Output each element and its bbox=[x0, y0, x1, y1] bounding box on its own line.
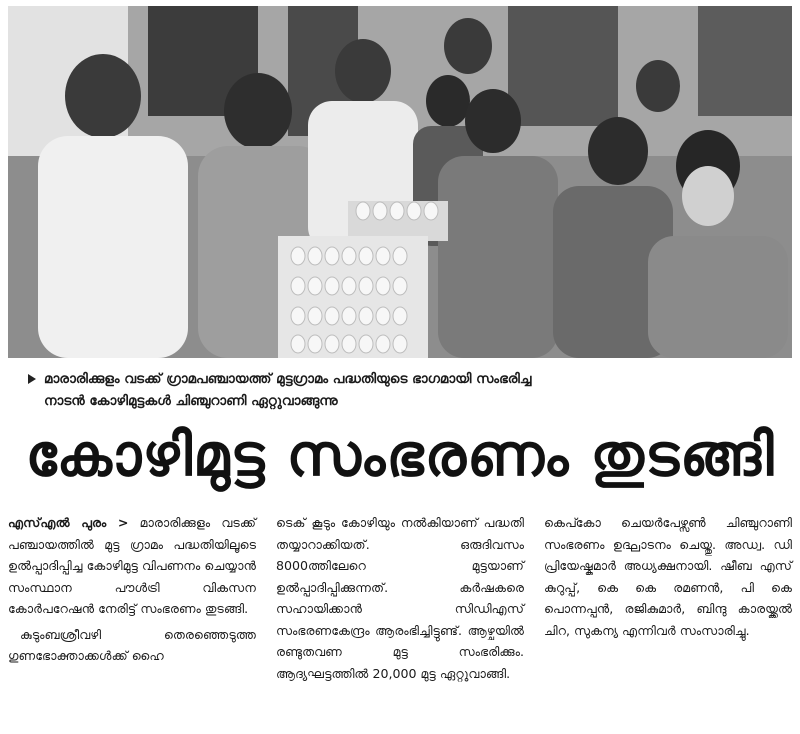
caption-line-2 bbox=[28, 390, 768, 412]
caption-arrow-icon bbox=[28, 374, 36, 384]
photo-caption bbox=[28, 368, 768, 412]
paragraph: ടെക് കൂടും കോഴിയും നൽകിയാണ് പദ്ധതി തയ്യാറാക്കിയത്. ഒരുദിവസം 8000ത്തിലേറെ മുട്ടയാണ് ഉൽപ്പാദിപ്പിക്കുന്നത്. കർഷകരെ സഹായിക്കാൻ സിഡിഎസ് സംഭരണകേന്ദ്രം ആരംഭിച്ചിട്ടുണ്ട്. ആഴ്ചയിൽ രണ്ടുതവണ മുട്ട സംഭരിക്കും. ആദ്യഘട്ടത്തിൽ 20,000 മുട്ട ഏറ്റുവാങ്ങി. bbox=[276, 515, 524, 681]
paragraph-text: മാരാരിക്കുളം വടക്ക് പഞ്ചായത്തിൽ മുട്ട ഗ്രാമം പദ്ധതിയിലൂടെ ഉൽപ്പാദിപ്പിച്ച കോഴിമുട്ട വിപണനം ചെയ്യാൻ സംസ്ഥാന പൗൾട്രി വികസന കോർപറേഷൻ നേരിട്ട് സംഭരണം തുടങ്ങി. bbox=[8, 515, 256, 616]
paragraph: കുടുംബശ്രീവഴി തെരഞ്ഞെടുത്ത ഗുണഭോക്താക്കൾക്ക് ഹൈ bbox=[8, 626, 256, 663]
article-body bbox=[8, 512, 792, 730]
headline: കോഴിമുട്ട സംഭരണം തുടങ്ങി bbox=[25, 421, 775, 489]
column-2 bbox=[276, 512, 524, 730]
news-photo bbox=[8, 6, 792, 358]
paragraph: കെപ്കോ ചെയർപേഴ്സൺ ചിഞ്ചുറാണി സംഭരണം ഉദ്ഘാടനം ചെയ്തു. അഡ്വ. ഡി പ്രിയേഷ്കുമാർ അധ്യക്ഷനായി. ഷീബ എസ് കുറുപ്പ്, കെ കെ രമണൻ, പി കെ പൊന്നപ്പൻ, രജികുമാർ, ബിന്ദു കാരയ്ക്കൽ ചിറ, സുകന്യ എന്നിവർ സംസാരിച്ചു. bbox=[544, 515, 792, 638]
dateline: എസ്എൽ പുരം > bbox=[8, 515, 129, 530]
caption-text-2: നാടൻ കോഴിമുട്ടകൾ ചിഞ്ചുറാണി ഏറ്റുവാങ്ങുന്നു bbox=[44, 393, 338, 409]
caption-line-1 bbox=[28, 368, 768, 390]
photo-image bbox=[8, 6, 792, 358]
column-3 bbox=[544, 512, 792, 730]
column-1 bbox=[8, 512, 256, 730]
paragraph bbox=[8, 512, 256, 620]
caption-text-1: മാരാരിക്കുളം വടക്ക് ഗ്രാമപഞ്ചായത്ത് മുട്ടഗ്രാമം പദ്ധതിയുടെ ഭാഗമായി സംഭരിച്ച bbox=[44, 371, 532, 387]
